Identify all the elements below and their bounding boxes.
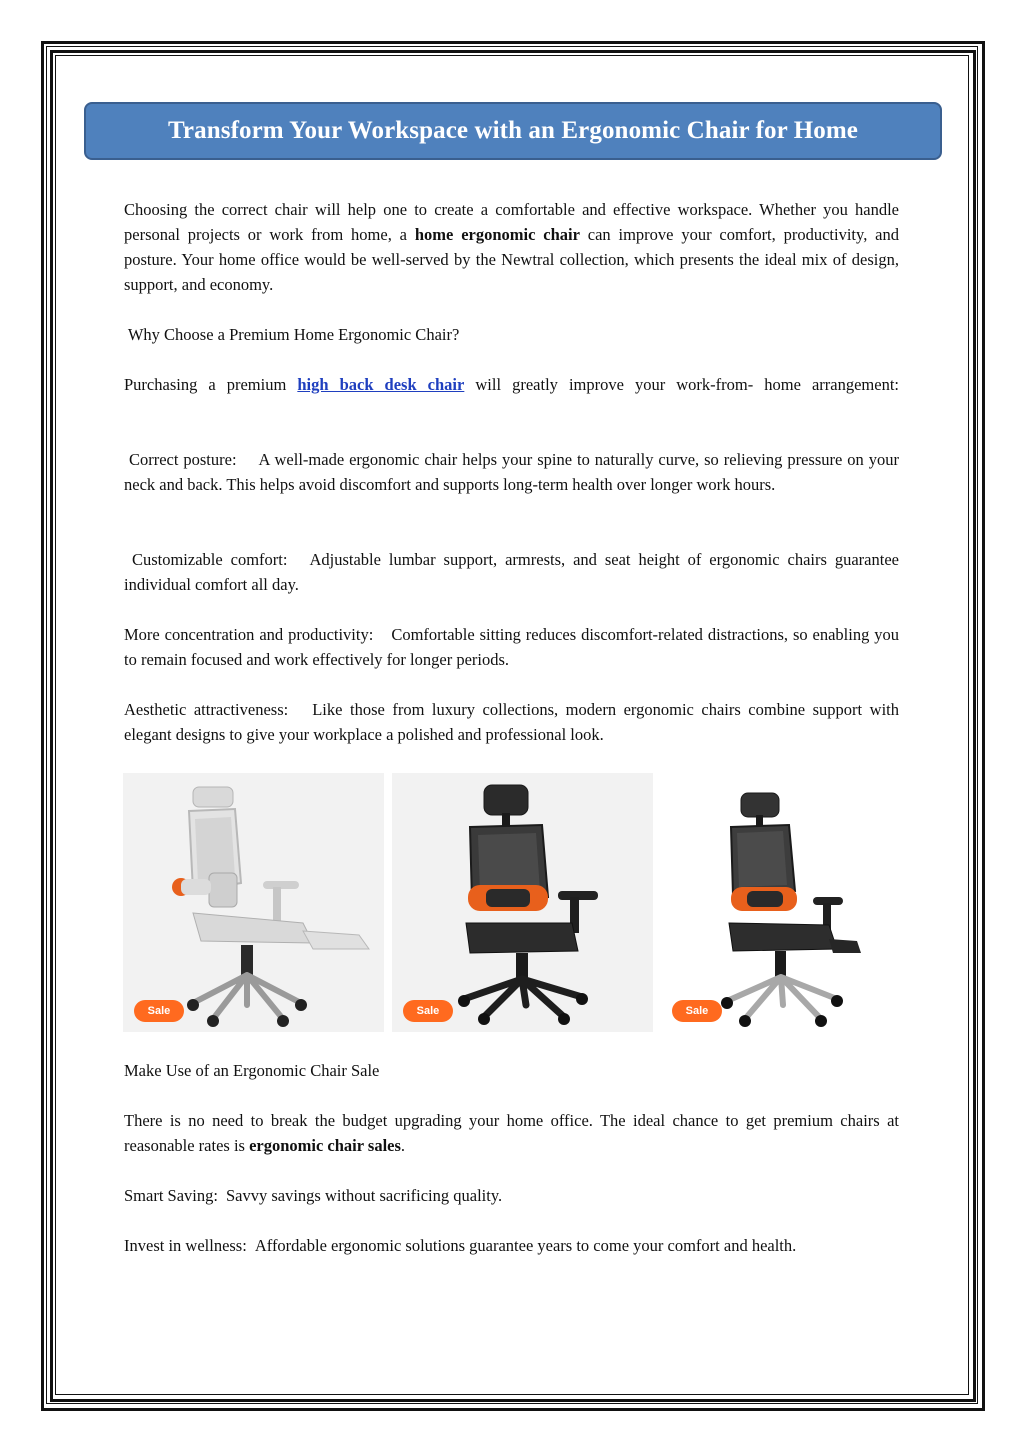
intro-text-2: can improve your comfort, productivity, and posture. Your home office would be well-served by the Newtral collection, which presents the ideal mix of design, support, and economy. <box>124 225 899 294</box>
sale-intro-text-1: There is no need to break the budget upgrading your home office. The ideal chance to get premium chairs at reasonable rates is <box>124 1111 899 1155</box>
benefit-text: Like those from luxury collections, modern ergonomic chairs combine support with elegant designs to give your workplace a polished and professional look. <box>124 700 899 744</box>
sale-point-invest-wellness <box>124 1233 899 1258</box>
why-heading-block <box>124 322 899 347</box>
intro-keyword: home ergonomic chair <box>414 225 580 244</box>
sale-heading-block <box>124 1058 899 1083</box>
gray-ergonomic-chair-with-footrest-image <box>123 773 384 1032</box>
benefit-customizable-comfort <box>124 547 899 597</box>
intro-paragraph <box>124 197 899 297</box>
sale-intro-text-2: . <box>400 1136 406 1155</box>
benefit-text: Comfortable sitting reduces discomfort-related distractions, so enabling you to remain focused and work effectively for longer periods. <box>124 625 899 669</box>
sale-point-smart-saving <box>124 1183 899 1208</box>
why-heading: Why Choose a Premium Home Ergonomic Chair? <box>124 325 460 344</box>
intro-text-1: Choosing the correct chair will help one to create a comfortable and effective workspace. Whether you handle personal projects or work from home, a <box>124 200 899 244</box>
title-banner <box>84 102 942 160</box>
benefit-label: Correct posture: <box>124 450 237 469</box>
benefit-correct-posture <box>124 447 899 497</box>
purchasing-paragraph <box>124 372 899 397</box>
gray-chair-illustration <box>123 773 384 1032</box>
black-orange-ergonomic-chair-image <box>392 773 653 1032</box>
benefit-label: More concentration and productivity: <box>124 625 374 644</box>
black-orange-ergonomic-chair-footrest-image <box>661 773 922 1032</box>
high-back-desk-chair-link[interactable]: high back desk chair <box>297 375 465 394</box>
benefit-text: Adjustable lumbar support, armrests, and seat height of ergonomic chairs guarantee individual comfort all day. <box>124 550 899 594</box>
sale-intro-keyword: ergonomic chair sales <box>249 1136 401 1155</box>
purchasing-text-1: Purchasing a premium <box>124 375 298 394</box>
black-chair-illustration <box>392 773 653 1032</box>
sale-intro-paragraph <box>124 1108 899 1158</box>
benefit-aesthetic <box>124 697 899 747</box>
sale-badge: Sale <box>134 1000 184 1022</box>
sale-heading: Make Use of an Ergonomic Chair Sale <box>124 1061 380 1080</box>
sale-point-label: Invest in wellness: <box>124 1236 247 1255</box>
benefit-label: Customizable comfort: <box>124 550 288 569</box>
benefit-label: Aesthetic attractiveness: <box>124 700 289 719</box>
benefit-text: A well-made ergonomic chair helps your spine to naturally curve, so relieving pressure on your neck and back. This helps avoid discomfort and supports long-term health over longer work hours. <box>124 450 899 494</box>
sale-point-text: Affordable ergonomic solutions guarantee years to come your comfort and health. <box>254 1236 797 1255</box>
black-chair-footrest-illustration <box>661 773 922 1032</box>
purchasing-text-2: will greatly improve your work-from- home arrangement: <box>464 375 899 394</box>
sale-badge: Sale <box>403 1000 453 1022</box>
benefit-concentration <box>124 622 899 672</box>
sale-point-label: Smart Saving: <box>124 1186 218 1205</box>
sale-point-text: Savvy savings without sacrificing quality. <box>225 1186 503 1205</box>
sale-badge: Sale <box>672 1000 722 1022</box>
page-title: Transform Your Workspace with an Ergonomic Chair for Home <box>168 117 858 144</box>
